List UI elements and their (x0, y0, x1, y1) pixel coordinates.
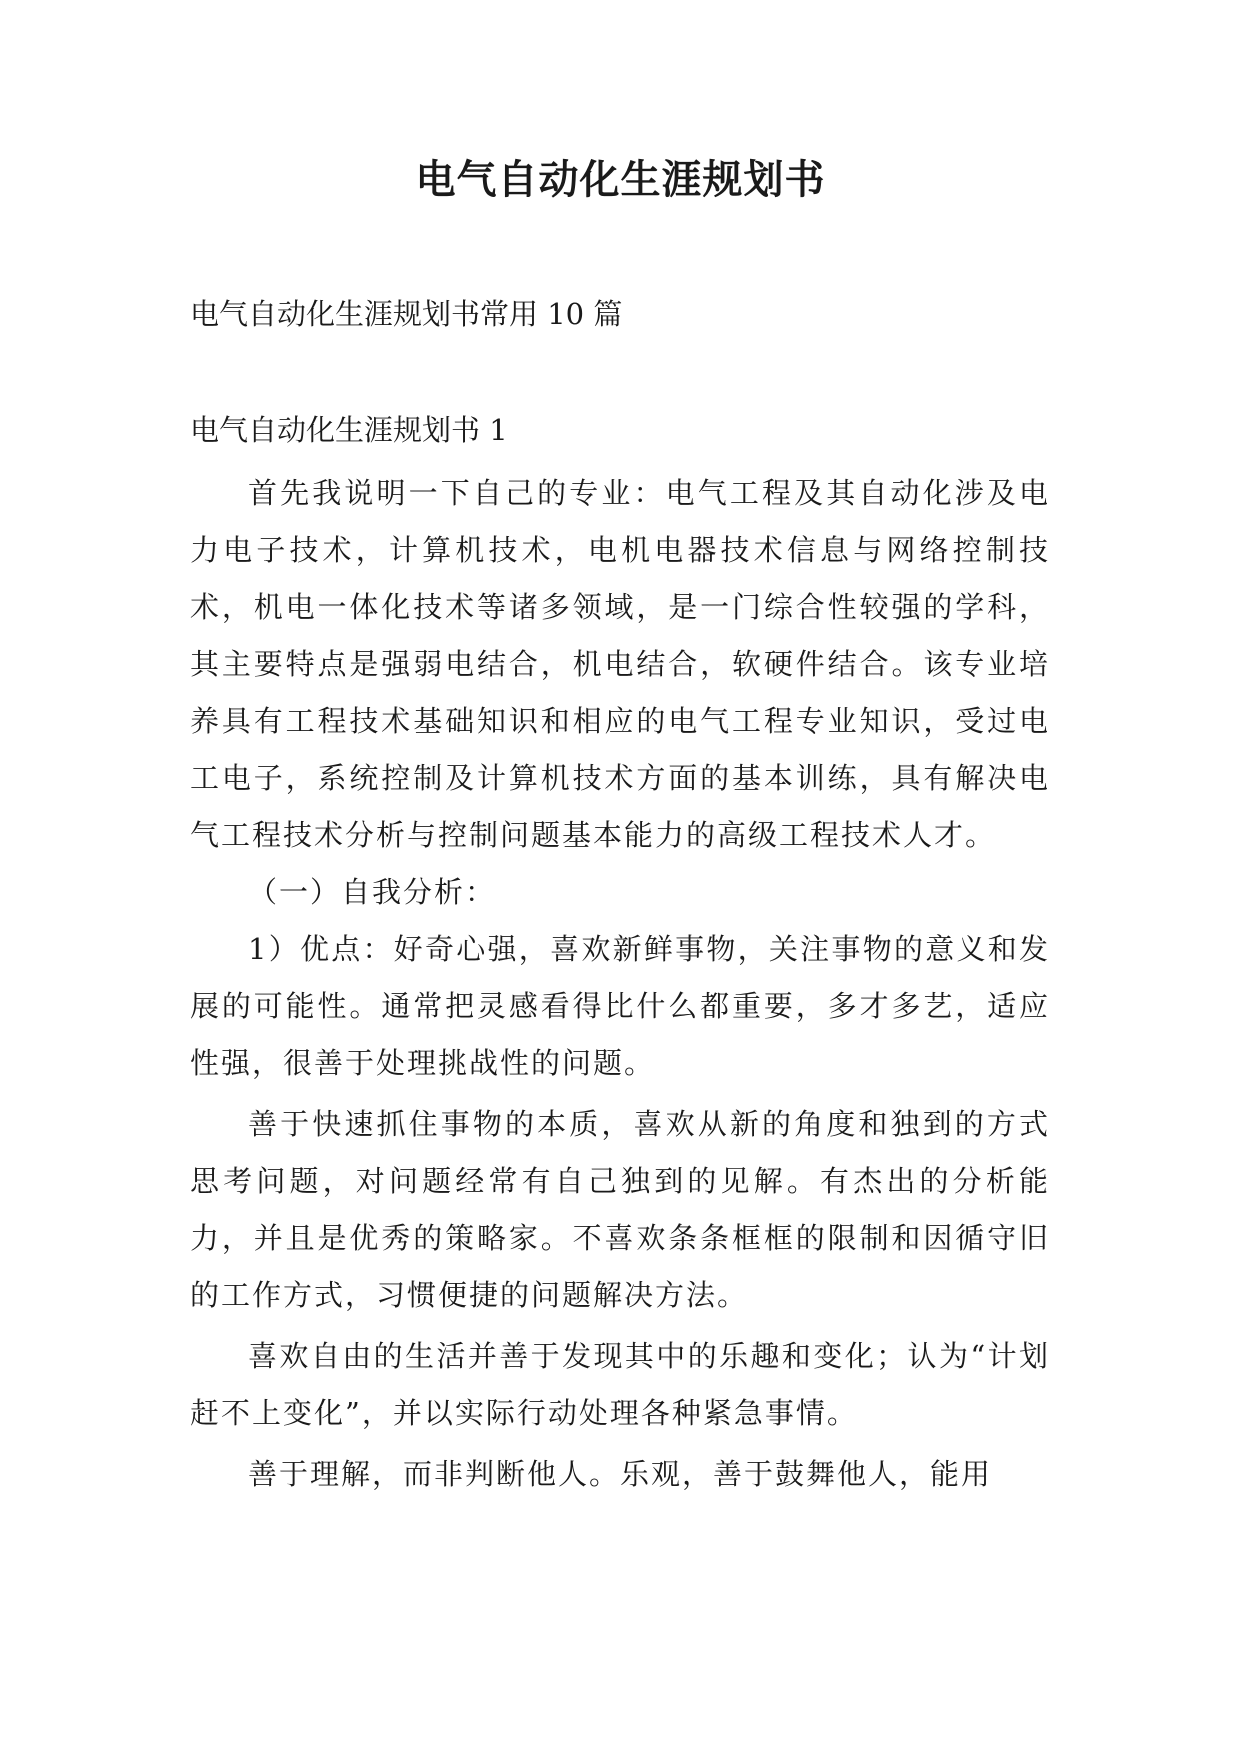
paragraph-strengths: 1）优点：好奇心强，喜欢新鲜事物，关注事物的意义和发展的可能性。通常把灵感看得比什么都重要，多才多艺，适应性强，很善于处理挑战性的问题。 (190, 932, 1050, 1080)
document-subtitle: 电气自动化生涯规划书常用 10 篇 (190, 297, 623, 331)
paragraph-self-analysis-heading: （一）自我分析： (248, 875, 497, 909)
section-heading: 电气自动化生涯规划书 1 (190, 413, 508, 447)
paragraph-major-intro: 首先我说明一下自己的专业：电气工程及其自动化涉及电力电子技术，计算机技术，电机电器技术信息与网络控制技术，机电一体化技术等诸多领域，是一门综合性较强的学科，其主要特点是强弱电结合，机电结合，软硬件结合。该专业培养具有工程技术基础知识和相应的电气工程专业知识，受过电工电子，系统控制及计算机技术方面的基本训练，具有解决电气工程技术分析与控制问题基本能力的高级工程技术人才。 (190, 476, 1050, 852)
paragraph-essence: 善于快速抓住事物的本质，喜欢从新的角度和独到的方式思考问题，对问题经常有自己独到的见解。有杰出的分析能力，并且是优秀的策略家。不喜欢条条框框的限制和因循守旧的工作方式，习惯便捷的问题解决方法。 (190, 1107, 1050, 1312)
document-title: 电气自动化生涯规划书 (415, 157, 826, 203)
document-body (190, 465, 1050, 1503)
paragraph-freedom: 喜欢自由的生活并善于发现其中的乐趣和变化；认为“计划赶不上变化”，并以实际行动处理各种紧急事情。 (190, 1339, 1050, 1430)
paragraph-understanding: 善于理解，而非判断他人。乐观，善于鼓舞他人，能用 (248, 1457, 993, 1491)
